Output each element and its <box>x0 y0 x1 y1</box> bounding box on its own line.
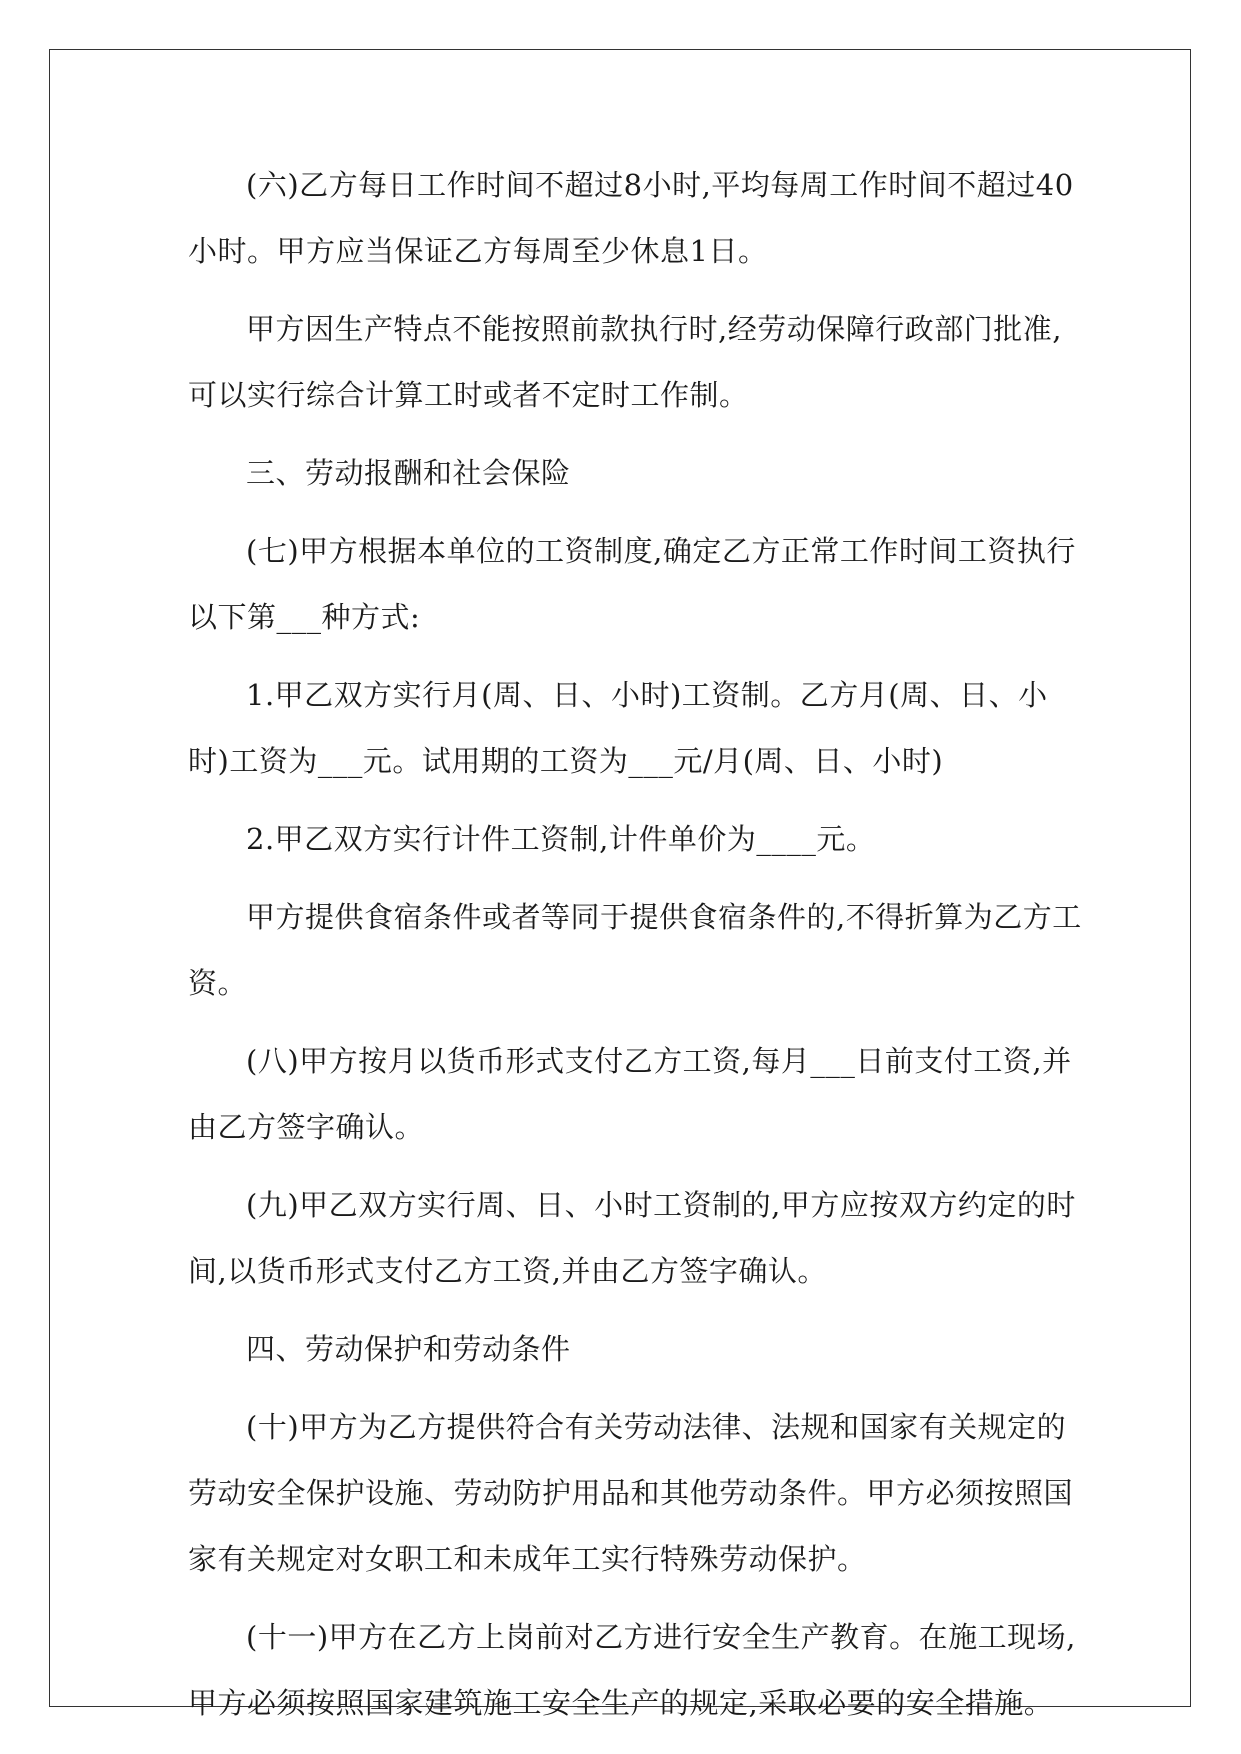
section-heading-protection: 四、劳动保护和劳动条件 <box>246 1332 571 1366</box>
paragraph-safety-education: (十一)甲方在乙方上岗前对乙方进行安全生产教育。在施工现场,甲方必须按照国家建筑施工安全生产的规定,采取必要的安全措施。 <box>188 1620 1076 1720</box>
paragraph-special-hours: 甲方因生产特点不能按照前款执行时,经劳动保障行政部门批准,可以实行综合计算工时或者不定时工作制。 <box>188 312 1062 412</box>
paragraph-piece-wage: 2.甲乙双方实行计件工资制,计件单价为____元。 <box>246 822 876 856</box>
paragraph-monthly-payment: (八)甲方按月以货币形式支付乙方工资,每月___日前支付工资,并由乙方签字确认。 <box>188 1044 1072 1144</box>
paragraph-wage-system: (七)甲方根据本单位的工资制度,确定乙方正常工作时间工资执行以下第___种方式: <box>188 534 1076 634</box>
section-heading-remuneration: 三、劳动报酬和社会保险 <box>246 456 571 490</box>
paragraph-time-wage: 1.甲乙双方实行月(周、日、小时)工资制。乙方月(周、日、小时)工资为___元。试用期的工资为___元/月(周、日、小时) <box>188 678 1048 778</box>
document-body <box>188 152 1088 1748</box>
paragraph-hourly-payment: (九)甲乙双方实行周、日、小时工资制的,甲方应按双方约定的时间,以货币形式支付乙方工资,并由乙方签字确认。 <box>188 1188 1076 1288</box>
paragraph-labor-protection: (十)甲方为乙方提供符合有关劳动法律、法规和国家有关规定的劳动安全保护设施、劳动防护用品和其他劳动条件。甲方必须按照国家有关规定对女职工和未成年工实行特殊劳动保护。 <box>188 1410 1074 1576</box>
paragraph-board-lodging: 甲方提供食宿条件或者等同于提供食宿条件的,不得折算为乙方工资。 <box>188 900 1082 1000</box>
paragraph-working-hours: (六)乙方每日工作时间不超过8小时,平均每周工作时间不超过40小时。甲方应当保证乙方每周至少休息1日。 <box>188 168 1074 268</box>
